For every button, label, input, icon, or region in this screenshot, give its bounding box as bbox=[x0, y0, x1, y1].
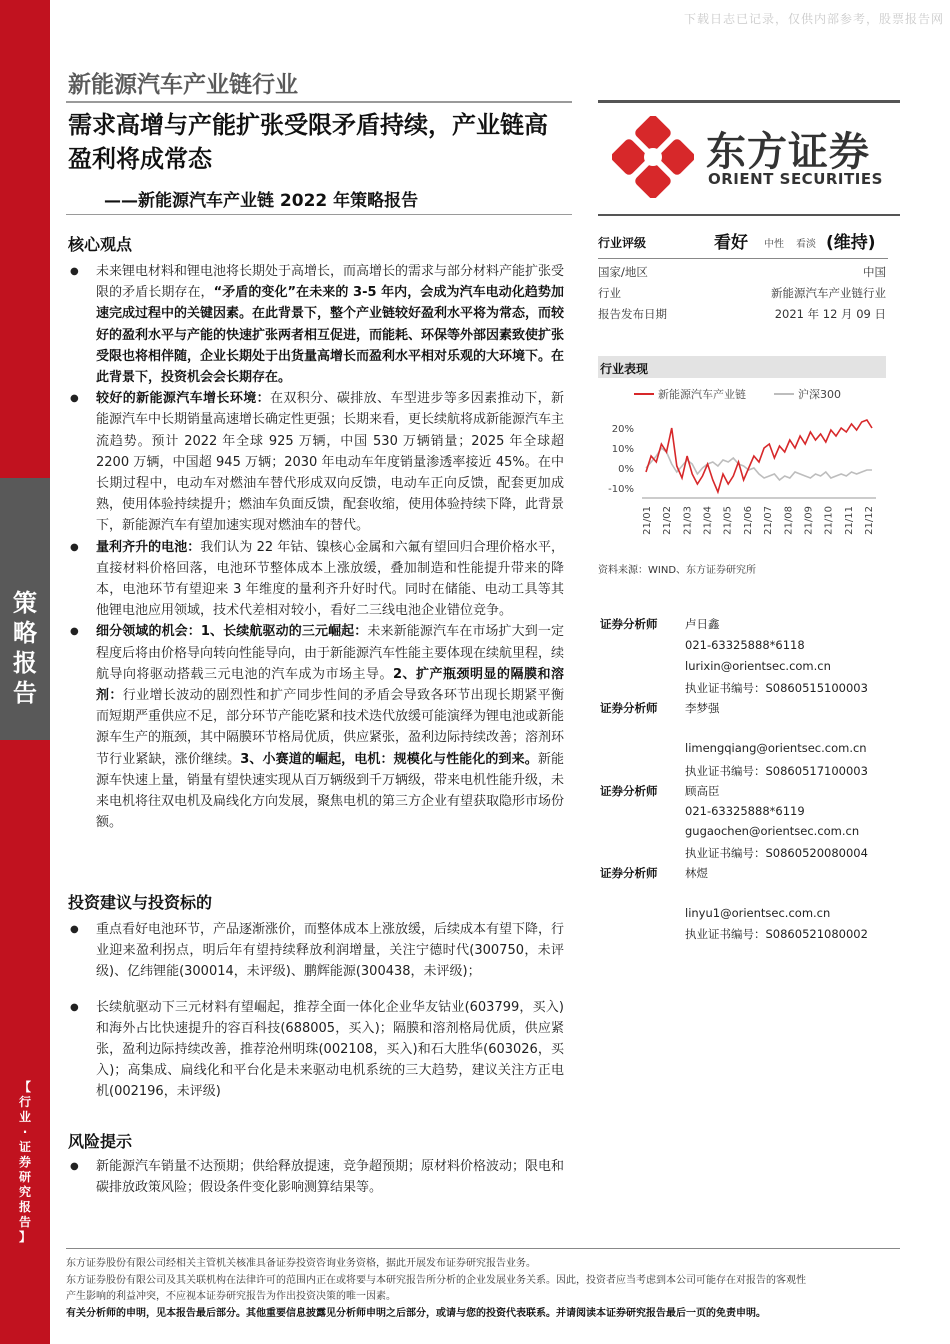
divider bbox=[598, 258, 888, 259]
y-tick-label: 20% bbox=[611, 424, 634, 435]
analyst-label: 证券分析师 bbox=[600, 784, 658, 798]
performance-header bbox=[598, 356, 886, 378]
core-point-lead: 量利齐升的电池： bbox=[96, 539, 201, 555]
footer-disclosure: 东方证券股份有限公司经相关主管机关核准具备证券投资咨询业务资格，据此开展发布证券研究报告业务。 bbox=[66, 1258, 536, 1269]
analyst-cert: 执业证书编号：S0860515100003 bbox=[685, 681, 868, 695]
y-tick-label: 10% bbox=[611, 444, 634, 455]
divider bbox=[66, 214, 572, 215]
core-point bbox=[68, 537, 564, 622]
core-point-text: 未来锂电材料和锂电池将长期处于高增长，而高增长的需求与部分材料产能扩张受限的矛盾长期存在， bbox=[96, 264, 565, 301]
divider bbox=[598, 214, 900, 216]
vertical-char: 略 bbox=[13, 619, 37, 647]
vertical-char: 业 bbox=[18, 1110, 31, 1124]
core-point-lead: 较好的新能源汽车增长环境： bbox=[96, 391, 270, 407]
info-key: 报告发布日期 bbox=[598, 307, 667, 321]
core-point bbox=[68, 621, 564, 833]
x-tick-label: 21/02 bbox=[662, 506, 674, 535]
rating-bad: 看淡 bbox=[796, 239, 816, 250]
footer-disclosure: 东方证券股份有限公司及其关联机构在法律许可的范围内正在或将要与本研究报告所分析的企业发展业务关系。因此，投资者应当考虑到本公司可能存在对报告的客观性 bbox=[66, 1275, 806, 1286]
logo-brand-cn: 东方证券 bbox=[706, 129, 870, 175]
core-point-lead: 2、扩产瓶颈明显的隔膜和溶剂： bbox=[96, 666, 564, 704]
risk-point: ● 新能源汽车销量不达预期；供给释放提速，竞争超预期；原材料价格波动；限电和碳排放政策风险；假设条件变化影响测算结果等。 bbox=[68, 1156, 564, 1198]
analyst-email[interactable]: gugaochen@orientsec.com.cn bbox=[685, 824, 860, 838]
vertical-char: 究 bbox=[18, 1185, 31, 1199]
x-tick-label: 21/08 bbox=[783, 506, 795, 535]
vertical-char: 研 bbox=[18, 1170, 31, 1184]
chart-source: 资料来源：WIND、东方证券研究所 bbox=[598, 565, 757, 576]
analyst-label: 证券分析师 bbox=[600, 866, 658, 880]
industry-title: 新能源汽车产业链行业 bbox=[68, 72, 298, 98]
analyst-cert: 执业证书编号：S0860520080004 bbox=[685, 846, 868, 860]
performance-chart-svg bbox=[598, 380, 886, 560]
section-heading-invest: 投资建议与投资标的 bbox=[68, 893, 213, 912]
invest-point: ● 重点看好电池环节，产品逐渐涨价，而整体成本上涨放缓，后续成本有望下降，行业迎来盈利拐点，明后年有望持续释放利润增量，关注宁德时代(300750，未评级)、亿纬锂能(300014，未评级)、鹏辉能源(300438，未评级)； bbox=[68, 919, 564, 983]
divider bbox=[66, 101, 572, 103]
x-tick-label: 21/05 bbox=[722, 506, 734, 535]
vertical-char: 告 bbox=[13, 679, 37, 707]
analyst-email[interactable]: linyu1@orientsec.com.cn bbox=[685, 906, 831, 920]
x-tick-label: 21/03 bbox=[682, 506, 694, 535]
report-type-vertical-label bbox=[0, 588, 50, 708]
industry-rating bbox=[598, 224, 900, 256]
x-tick-label: 21/07 bbox=[763, 506, 775, 535]
divider bbox=[66, 1248, 900, 1249]
core-point-text: 未来新能源汽车在市场扩大到一定程度后将由价格导向转向性能导向，由于新能源汽车性能主要体现在续航里程，续航导向将驱动搭载三元电池的汽车成为市场主导。 bbox=[96, 624, 565, 682]
vertical-char: 策 bbox=[13, 589, 37, 617]
analyst-name: 卢日鑫 bbox=[685, 617, 720, 631]
core-point bbox=[68, 388, 564, 536]
section-heading-risk: 风险提示 bbox=[68, 1132, 133, 1151]
invest-point: ● 长续航驱动下三元材料有望崛起，推荐全面一体化企业华友钴业(603799，买入)和海外占比快速提升的容百科技(688005，买入)；隔膜和溶剂格局优质，供应紧张，盈利边际持续改善，推荐沧州明珠(002108，买入)和石大胜华(603026，买入)；高集成、扁线化和平台化是未来驱动电机系统的三大趋势，建议关注方正电机(002196，未评级) bbox=[68, 997, 564, 1103]
info-key: 行业 bbox=[598, 286, 621, 300]
analyst-name: 林煜 bbox=[685, 866, 708, 880]
core-points-list bbox=[68, 261, 564, 833]
logo-brand-en: ORIENT SECURITIES bbox=[708, 170, 883, 188]
x-tick-label: 21/01 bbox=[642, 506, 653, 535]
analyst-cert: 执业证书编号：S0860521080002 bbox=[685, 927, 868, 941]
x-tick-label: 21/12 bbox=[864, 506, 875, 535]
rating-maintain: (维持) bbox=[826, 233, 876, 253]
invest-points-list bbox=[68, 919, 564, 1103]
core-point-text: 行业增长波动的剧烈性和扩产同步性间的矛盾会导致各环节出现长期紧平衡而短期严重供应不足，部分环节产能吃紧和技术迭代放缓可能演绎为锂电池或新能源车生产的瓶颈，其中隔膜环节格局优质，供应紧张，盈利边际持续改善；溶剂环节行业紧缺，涨价继续。 bbox=[96, 688, 565, 767]
vertical-char: 【 bbox=[18, 1080, 31, 1094]
section-heading-core: 核心观点 bbox=[68, 235, 133, 254]
analyst-name: 顾高臣 bbox=[685, 784, 720, 798]
core-point-text: 在双积分、碳排放、车型进步等多因素推动下，新能源汽车中长期销量高速增长确定性更强；长期来看，更长续航将成新能源汽车主流趋势。预计 2022 年全球 925 万辆，中国 530 万辆销量；2025 年全球超 2200 万辆，中国超 945 万辆；2030 年电动车年度销量渗透率接近 45%。在中长期过程中，电动车对燃油车替代形成双向反馈，电动车正向反馈，配套更加成熟，使用体验持续提升；燃油车负面反馈，配套收缩，使用体验持续下降，此背景下，新能源汽车有望加速实现对燃油车的替代。 bbox=[96, 391, 565, 534]
core-point-emphasis: “矛盾的变化”在未来的 3-5 年内，会成为汽车电动化趋势加速完成过程中的关键因素。在此背景下，整个产业链较好盈利水平将为常态，而较好的盈利水平与产能的快速扩张两者相互促进，而能耗、环保等外部因素致使扩张受限也将相伴随，企业长期处于出货量高增长而盈利水平相对乐观的大环境下。在此背景下，投资机会会长期存在。 bbox=[96, 285, 565, 386]
core-point-lead: 3、小赛道的崛起，电机：规模化与性能化的到来。 bbox=[240, 751, 538, 767]
core-point bbox=[68, 261, 564, 388]
rating-neutral: 中性 bbox=[764, 239, 784, 250]
watermark: 下载日志已记录，仅供内部参考，股票报告网 bbox=[683, 12, 944, 26]
performance-label: 行业表现 bbox=[600, 362, 649, 376]
risk-points-list bbox=[68, 1156, 564, 1198]
vertical-char: 券 bbox=[18, 1155, 31, 1169]
info-value: 新能源汽车产业链行业 bbox=[771, 286, 886, 300]
core-point-lead: 细分领域的机会：1、长续航驱动的三元崛起： bbox=[96, 624, 368, 640]
legend-label: 沪深300 bbox=[798, 388, 841, 401]
info-value: 中国 bbox=[863, 265, 886, 279]
analyst-label: 证券分析师 bbox=[600, 701, 658, 715]
analyst-phone: 021-63325888*6119 bbox=[685, 804, 805, 818]
y-tick-label: 0% bbox=[618, 464, 634, 475]
series-line bbox=[646, 448, 872, 480]
vertical-char: 】 bbox=[18, 1230, 31, 1244]
x-tick-label: 21/09 bbox=[803, 506, 815, 535]
vertical-char: 证 bbox=[18, 1140, 31, 1154]
analyst-phone: 021-63325888*6118 bbox=[685, 638, 805, 652]
x-tick-label: 21/06 bbox=[742, 506, 754, 535]
logo-mark-icon bbox=[612, 116, 694, 198]
vertical-char: 报 bbox=[13, 649, 37, 677]
core-point-text: 新能源车快速上量，销量有望快速实现从百万辆级到千万辆级，带来电机性能升级，未来电机将往双电机及扁线化方向发展，聚焦电机的第三方企业有望获取隐形市场份额。 bbox=[96, 751, 565, 831]
x-tick-label: 21/04 bbox=[702, 506, 714, 535]
core-point-text: 我们认为 22 年钴、镍核心金属和六氟有望回归合理价格水平，直接材料价格回落，电池环节整体成本上涨放缓，叠加制造和性能提升带来的降本，电池环节有望迎来 3 年维度的量利齐升好时代。同时在储能、电动工具等其他锂电池应用领域，技术代差相对较小，看好二三线电池企业错位竞争。 bbox=[96, 539, 564, 619]
analyst-email[interactable]: lurixin@orientsec.com.cn bbox=[685, 659, 831, 673]
analyst-label: 证券分析师 bbox=[600, 617, 658, 631]
analyst-email[interactable]: limengqiang@orientsec.com.cn bbox=[685, 741, 867, 755]
legend-label: 新能源汽车产业链 bbox=[658, 388, 746, 401]
analyst-name: 李梦强 bbox=[685, 701, 720, 715]
divider bbox=[598, 100, 900, 103]
vertical-char: 行 bbox=[18, 1095, 31, 1109]
x-tick-label: 21/11 bbox=[843, 506, 855, 535]
rating-good: 看好 bbox=[714, 233, 748, 253]
performance-chart bbox=[598, 380, 886, 560]
report-subtitle: ——新能源汽车产业链 2022 年策略报告 bbox=[104, 191, 419, 211]
rating-label: 行业评级 bbox=[598, 236, 647, 250]
info-key: 国家/地区 bbox=[598, 265, 648, 279]
vertical-char: 报 bbox=[18, 1200, 31, 1214]
analyst-cert: 执业证书编号：S0860517100003 bbox=[685, 764, 868, 778]
report-category-vertical-label bbox=[0, 1080, 50, 1245]
footer-notice: 有关分析师的申明，见本报告最后部分。其他重要信息披露见分析师申明之后部分，或请与您的投资代表联系。并请阅读本证券研究报告最后一页的免责申明。 bbox=[66, 1308, 766, 1319]
info-value: 2021 年 12 月 09 日 bbox=[774, 307, 886, 321]
footer-disclosure: 产生影响的利益冲突，不应视本证券研究报告为作出投资决策的唯一因素。 bbox=[66, 1291, 396, 1302]
report-title: 需求高增与产能扩张受限矛盾持续，产业链高盈利将成常态 bbox=[68, 111, 548, 173]
side-bar bbox=[0, 0, 50, 1344]
vertical-char: 告 bbox=[18, 1215, 31, 1229]
series-line bbox=[646, 420, 872, 492]
y-tick-label: -10% bbox=[608, 484, 634, 495]
vertical-char: · bbox=[22, 1125, 28, 1139]
x-tick-label: 21/10 bbox=[823, 506, 835, 535]
company-logo bbox=[612, 116, 902, 196]
